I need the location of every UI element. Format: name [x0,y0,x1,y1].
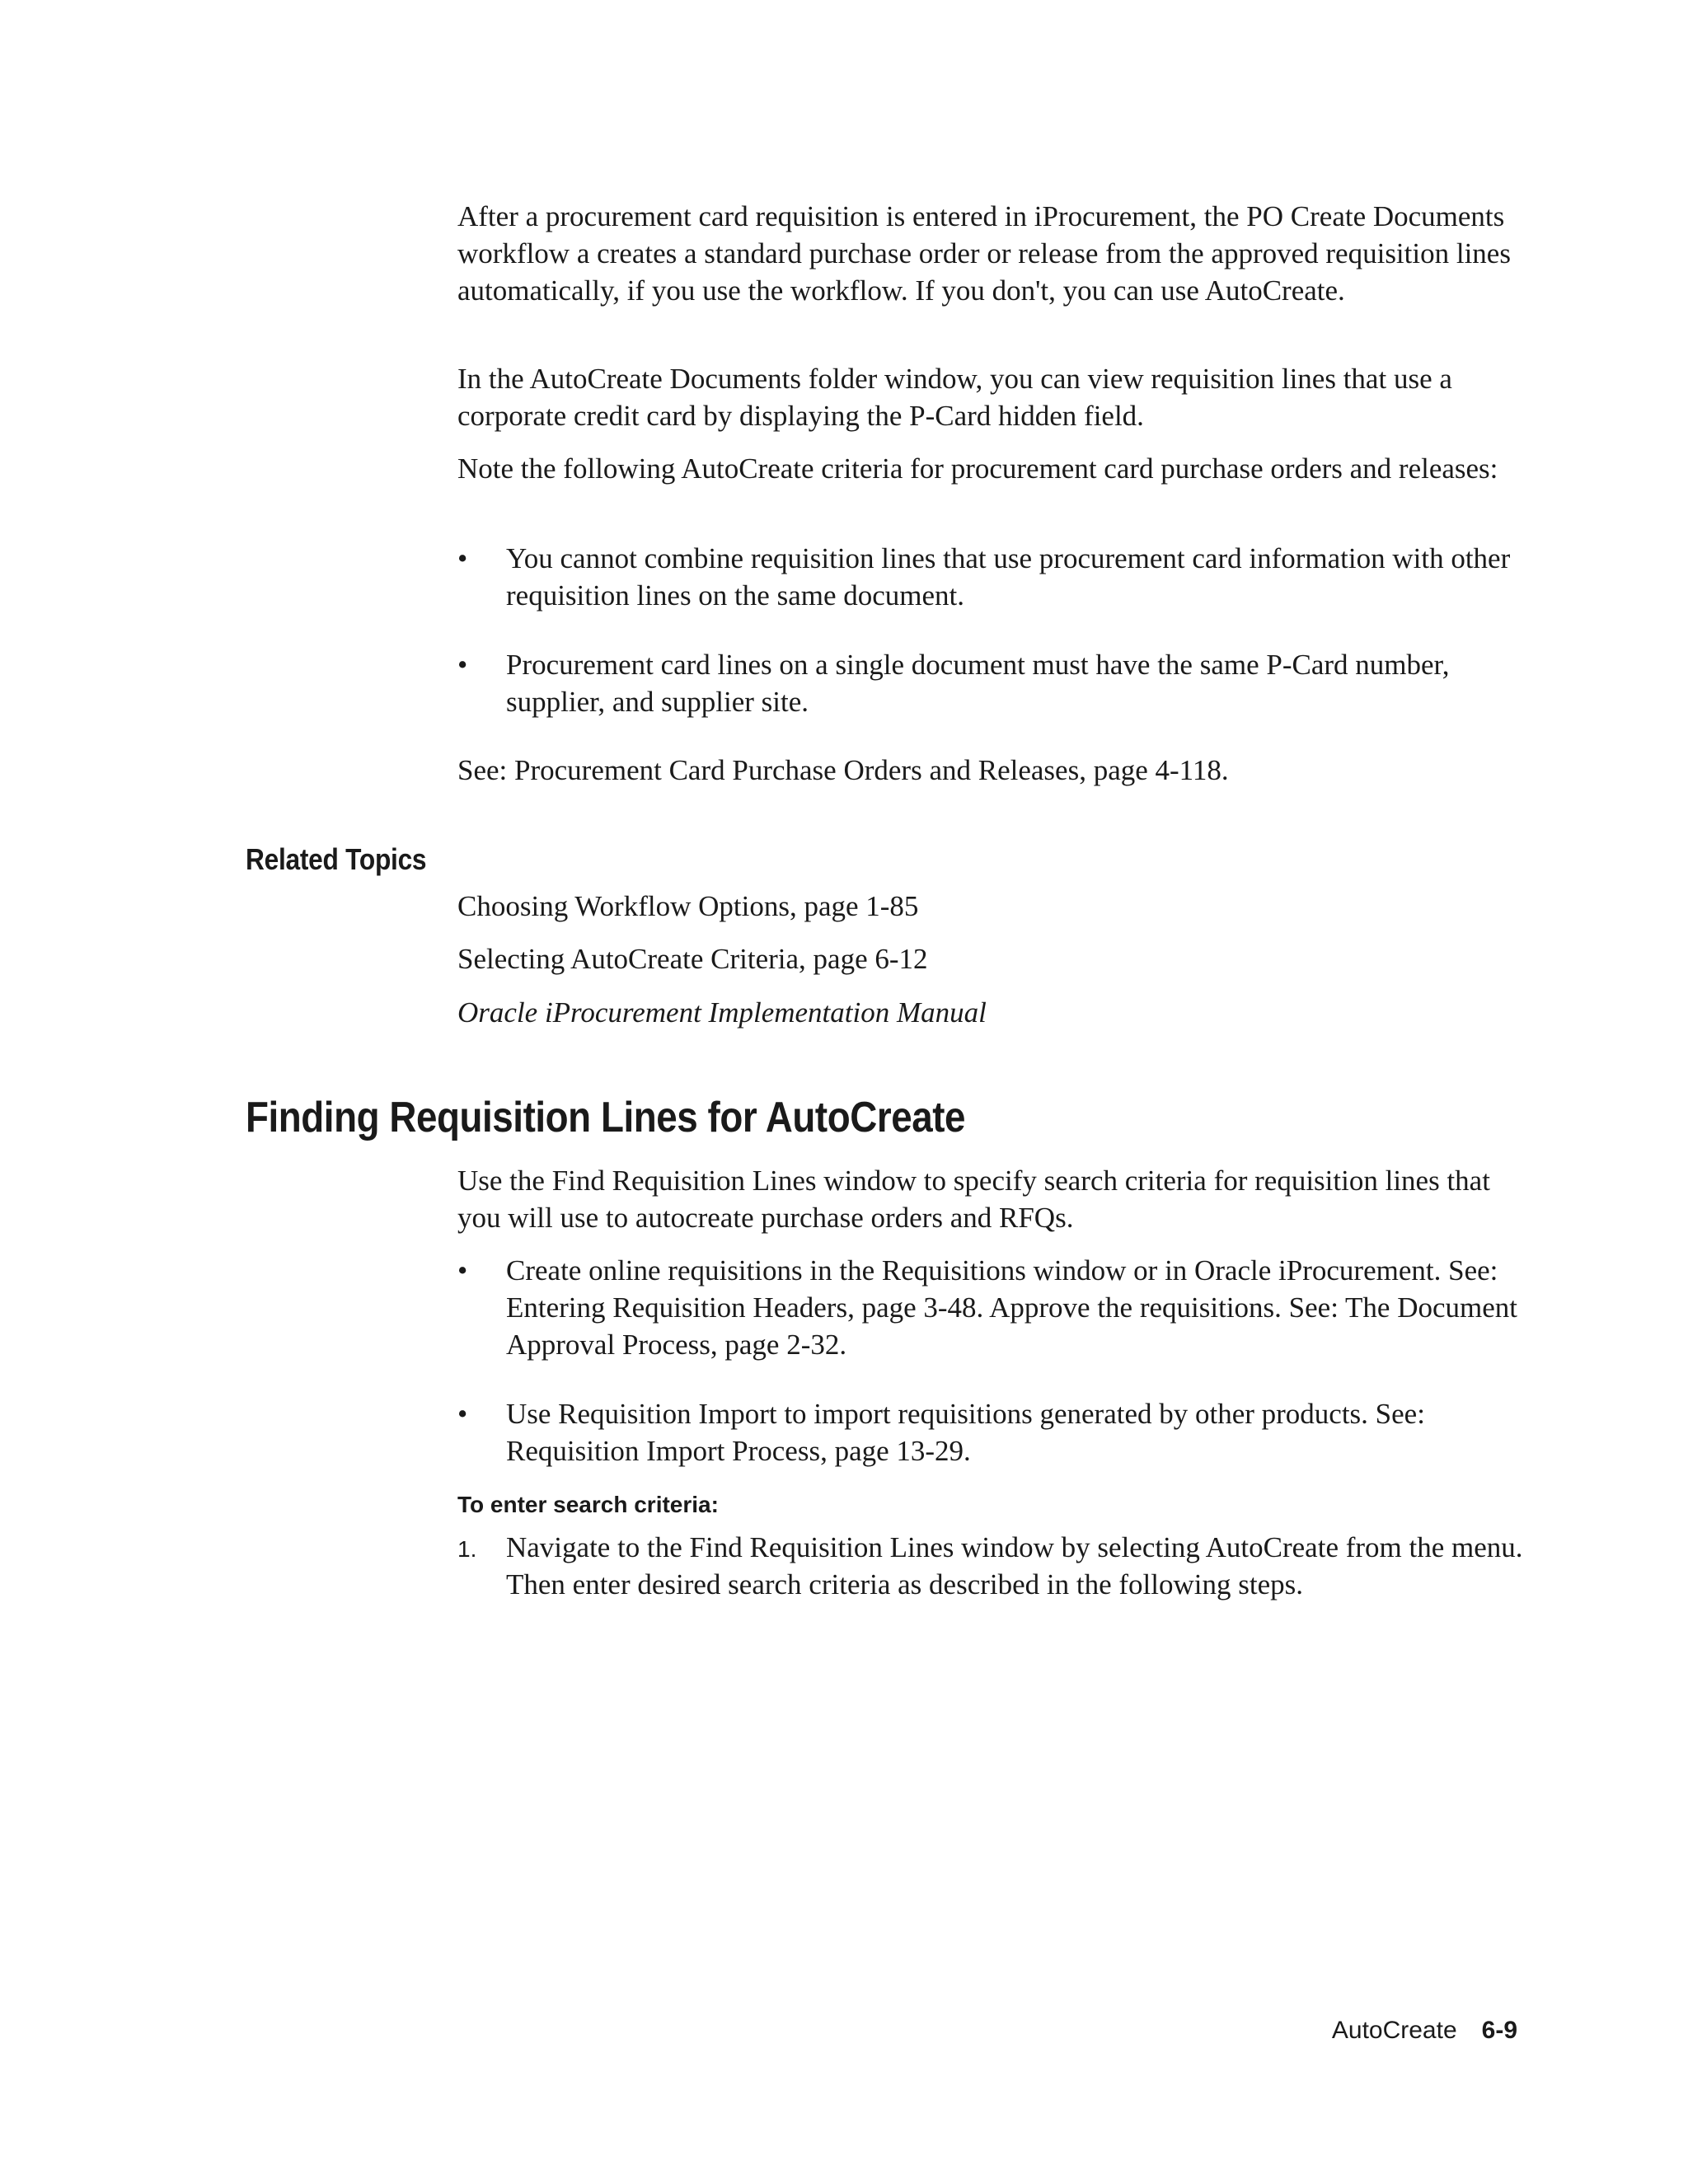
bullet-icon: • [457,1398,468,1430]
related-topic-link[interactable]: Selecting AutoCreate Criteria, page 6-12 [457,943,928,975]
list-item-text: Use Requisition Import to import requisitions generated by other products. See: Requisition Import Process, page 13-29. [506,1398,1425,1467]
step-text: Navigate to the Find Requisition Lines window by selecting AutoCreate from the menu. Then enter desired search criteria as described in the following steps. [506,1531,1523,1601]
page-footer [1332,2017,1517,2045]
list-item-text: Create online requisitions in the Requisitions window or in Oracle iProcurement. See: Entering Requisition Headers, page 3-48. Approve the requisitions. See: The Document Approval Process, page 2-32. [506,1254,1517,1361]
intro-paragraph-2: In the AutoCreate Documents folder window, you can view requisition lines that use a corporate credit card by displaying the P-Card hidden field. [457,363,1452,432]
intro-paragraph-1: After a procurement card requisition is entered in iProcurement, the PO Create Documents workflow a creates a standard purchase order or release from the approved requisition lines automatically, if you use the workflow. If you don't, you can use AutoCreate. [457,200,1511,307]
footer-chapter: AutoCreate [1331,2017,1457,2044]
footer-page-number: 6-9 [1481,2017,1517,2044]
related-topics-heading: Related Topics [246,842,427,876]
step-number: 1. [457,1536,477,1562]
section-heading: Finding Requisition Lines for AutoCreate [246,1094,966,1141]
procedure-subheading: To enter search criteria: [457,1492,719,1517]
see-also-reference: See: Procurement Card Purchase Orders and Releases, page 4-118. [457,754,1229,786]
intro-paragraph-3: Note the following AutoCreate criteria for procurement card purchase orders and releases: [457,452,1498,485]
related-topic-manual: Oracle iProcurement Implementation Manual [457,996,987,1029]
bullet-icon: • [457,1254,468,1286]
list-item-text: You cannot combine requisition lines that use procurement card information with other requisition lines on the same document. [506,542,1511,612]
related-topic-link[interactable]: Choosing Workflow Options, page 1-85 [457,890,919,922]
list-item-text: Procurement card lines on a single document must have the same P-Card number, supplier, and supplier site. [506,649,1450,718]
bullet-icon: • [457,542,468,574]
section-paragraph: Use the Find Requisition Lines window to specify search criteria for requisition lines that you will use to autocreate purchase orders and RFQs. [457,1165,1490,1234]
bullet-icon: • [457,649,468,681]
